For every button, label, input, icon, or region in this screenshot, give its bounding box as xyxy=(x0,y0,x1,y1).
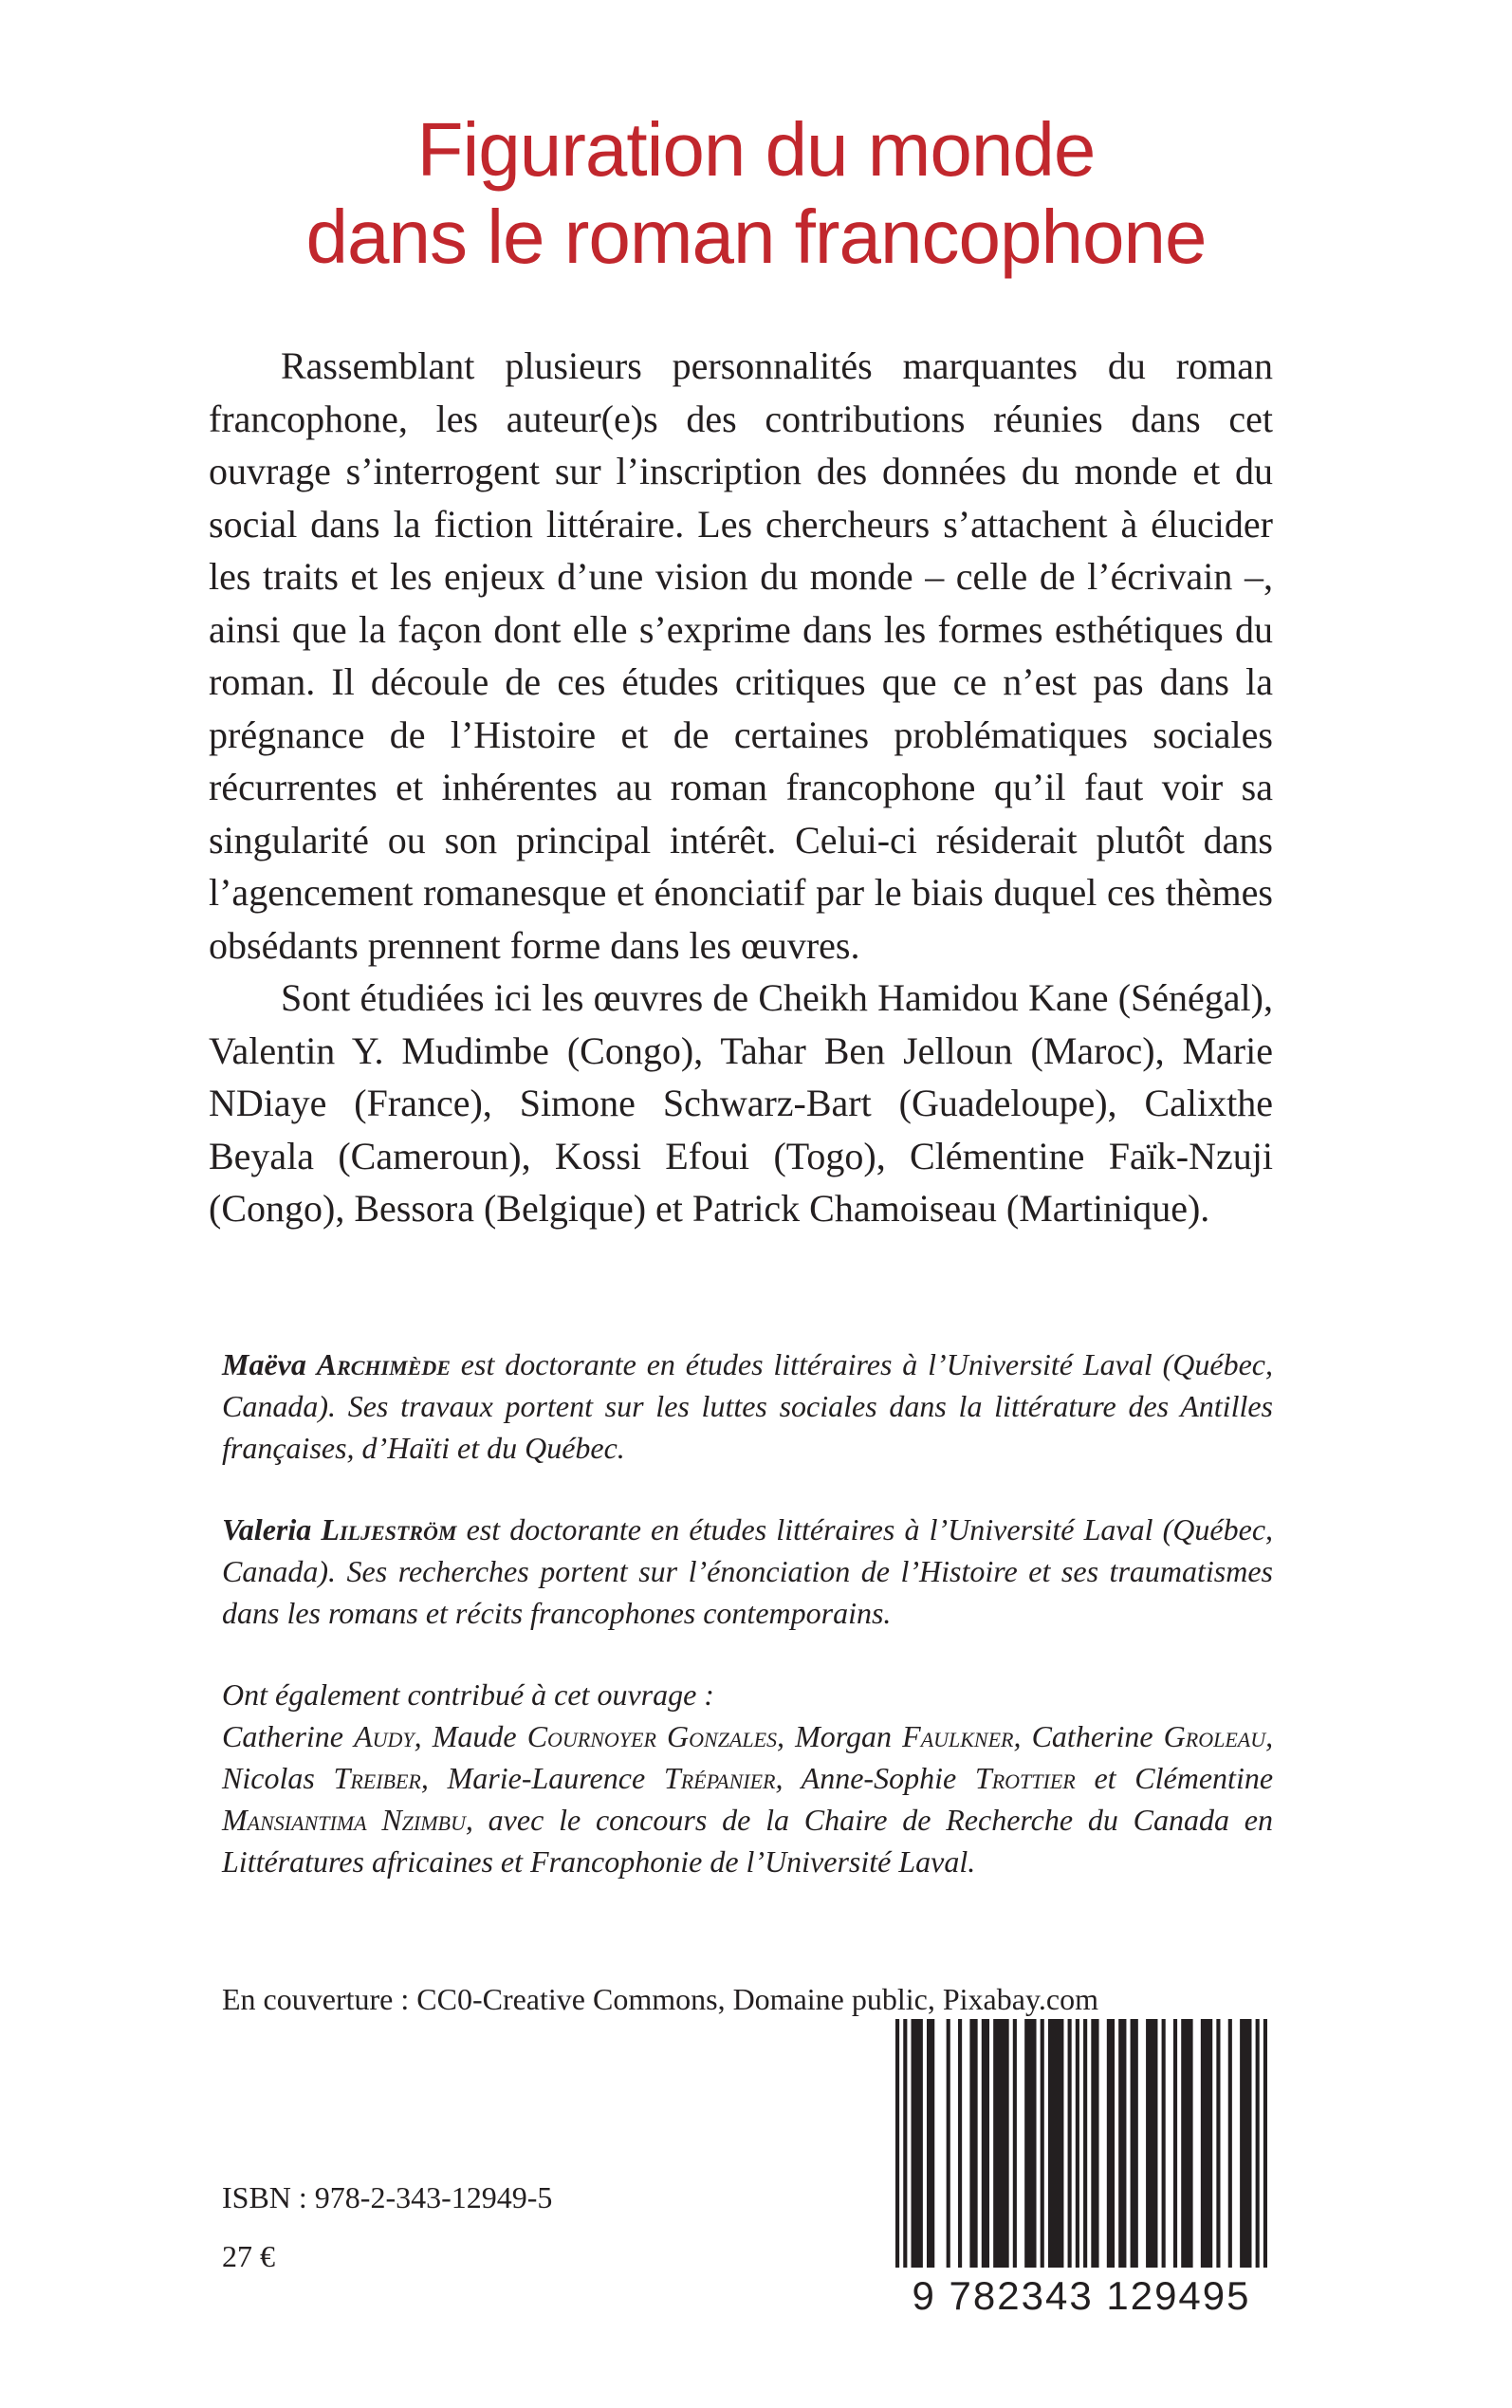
contributor-first-name: Catherine xyxy=(222,1719,343,1753)
barcode-bars xyxy=(895,2019,1267,2304)
barcode-bar xyxy=(1013,2019,1017,2273)
barcode-bar xyxy=(1107,2019,1115,2273)
contributors-list: Catherine Audy, Maude Cournoyer Gonzales, Morgan Faulkner, Catherine Groleau, Nicolas Treiber, Marie-Laurence Trépanier, Anne-Sophie Trottier et Clémentine Mansiantima Nzimbu xyxy=(222,1719,1274,1837)
barcode-bar xyxy=(969,2019,977,2273)
barcode-bar xyxy=(1048,2019,1064,2273)
author-bio-1 xyxy=(222,1343,1273,1469)
contributor-first-name: Nicolas xyxy=(222,1761,315,1795)
cover-credit: En couverture : CC0-Creative Commons, Domaine public, Pixabay.com xyxy=(222,1982,1098,2016)
contributor-first-name: Maude xyxy=(432,1719,517,1753)
contributors-closing: , avec le concours de la Chaire de Recherche du Canada en Littératures africaines et Francophonie de l’Université Laval. xyxy=(222,1803,1274,1879)
isbn: ISBN : 978-2-343-12949-5 xyxy=(222,2180,553,2214)
barcode-bar xyxy=(1068,2019,1072,2273)
contributor-first-name: Marie-Laurence xyxy=(447,1761,646,1795)
barcode-bar xyxy=(912,2019,923,2273)
price: 27 € xyxy=(222,2239,275,2273)
barcode-bar xyxy=(1131,2019,1138,2273)
contributor-last-name: Mansiantima Nzimbu xyxy=(222,1803,466,1837)
title-line-2: dans le roman francophone xyxy=(305,194,1207,279)
barcode-bar xyxy=(1118,2019,1126,2273)
contributor-first-name: Catherine xyxy=(1031,1719,1153,1753)
contributors-heading: Ont également contribué à cet ouvrage : xyxy=(222,1677,714,1712)
contributor-first-name: Morgan xyxy=(795,1719,893,1753)
contributor-last-name: Trottier xyxy=(974,1761,1076,1795)
barcode-bar xyxy=(958,2019,962,2273)
barcode-bar xyxy=(947,2019,950,2273)
barcode-bar xyxy=(1041,2019,1044,2273)
barcode-bar xyxy=(982,2019,989,2273)
barcode-bar xyxy=(1024,2019,1036,2273)
author-bio-2 xyxy=(222,1509,1273,1634)
barcode-bar xyxy=(1083,2019,1087,2304)
barcode xyxy=(895,2019,1267,2332)
barcode-bar xyxy=(993,2019,1009,2273)
contributor-first-name: Clémentine xyxy=(1134,1761,1274,1795)
barcode-digits: 9 782343 129495 xyxy=(895,2268,1267,2325)
author-1-first-name: Maëva xyxy=(222,1347,306,1381)
barcode-bar xyxy=(903,2019,907,2304)
barcode-bar xyxy=(927,2019,934,2273)
barcode-bar xyxy=(1228,2019,1232,2273)
contributor-last-name: Trépanier xyxy=(663,1761,776,1795)
title-line-1: Figuration du monde xyxy=(416,107,1096,192)
barcode-bar xyxy=(1240,2019,1251,2273)
summary-paragraph-2: Sont étudiées ici les œuvres de Cheikh Hamidou Kane (Sénégal), Valentin Y. Mudimbe (Congo), Tahar Ben Jelloun (Maroc), Marie NDiaye (France), Simone Schwarz-Bart (Guadeloupe), Calixthe Beyala (Cameroun), Kossi Efoui (Togo), Clémentine Faïk-Nzuji (Congo), Bessora (Belgique) et Patrick Chamoiseau (Martinique). xyxy=(209,976,1273,1230)
author-2-last-name: Liljeström xyxy=(321,1512,457,1547)
author-1-last-name: Archimède xyxy=(316,1347,451,1381)
barcode-bar xyxy=(1263,2019,1267,2304)
contributor-last-name: Audy xyxy=(354,1719,415,1753)
barcode-bar xyxy=(1181,2019,1192,2273)
barcode-bar xyxy=(1091,2019,1098,2273)
barcode-bar xyxy=(1146,2019,1157,2273)
contributor-last-name: Cournoyer Gonzales xyxy=(526,1719,778,1753)
summary-text xyxy=(209,340,1273,1235)
barcode-bar xyxy=(1201,2019,1212,2273)
contributor-first-name: Anne-Sophie xyxy=(801,1761,957,1795)
barcode-bar xyxy=(1216,2019,1220,2273)
barcode-bar xyxy=(1162,2019,1166,2273)
author-2-first-name: Valeria xyxy=(222,1512,312,1547)
barcode-bar xyxy=(1256,2019,1260,2304)
contributor-last-name: Faulkner xyxy=(902,1719,1014,1753)
barcode-bar xyxy=(1173,2019,1177,2273)
barcode-bar xyxy=(895,2019,899,2304)
contributor-last-name: Treiber xyxy=(333,1761,421,1795)
barcode-bar xyxy=(1076,2019,1079,2304)
summary-paragraph-1: Rassemblant plusieurs personnalités marquantes du roman francophone, les auteur(e)s des contributions réunies dans cet ouvrage s’interrogent sur l’inscription des données du monde et du social dans la fiction littéraire. Les chercheurs s’attachent à élucider les traits et les enjeux d’une vision du monde – celle de l’écrivain –, ainsi que la façon dont elle s’exprime dans les formes esthétiques du roman. Il découle de ces études critiques que ce n’est pas dans la prégnance de l’Histoire et de certaines problématiques sociales récurrentes et inhérentes au roman francophone qu’il faut voir sa singularité ou son principal intérêt. Celui-ci résiderait plutôt dans l’agencement romanesque et énonciatif par le biais duquel ces thèmes obsédants prennent forme dans les œuvres. xyxy=(209,344,1273,967)
contributors-block xyxy=(222,1674,1273,1882)
author-1-bio-text: est doctorante en études littéraires à l’Université Laval (Québec, Canada). Ses travaux portent sur les luttes sociales dans la littérature des Antilles françaises, d’Haïti et du Québec. xyxy=(222,1347,1274,1465)
author-2-bio-text: est doctorante en études littéraires à l’Université Laval (Québec, Canada). Ses recherches portent sur l’énonciation de l’Histoire et ses traumatismes dans les romans et récits francophones contemporains. xyxy=(222,1512,1274,1630)
contributor-last-name: Groleau xyxy=(1163,1719,1266,1753)
book-title xyxy=(0,106,1512,281)
